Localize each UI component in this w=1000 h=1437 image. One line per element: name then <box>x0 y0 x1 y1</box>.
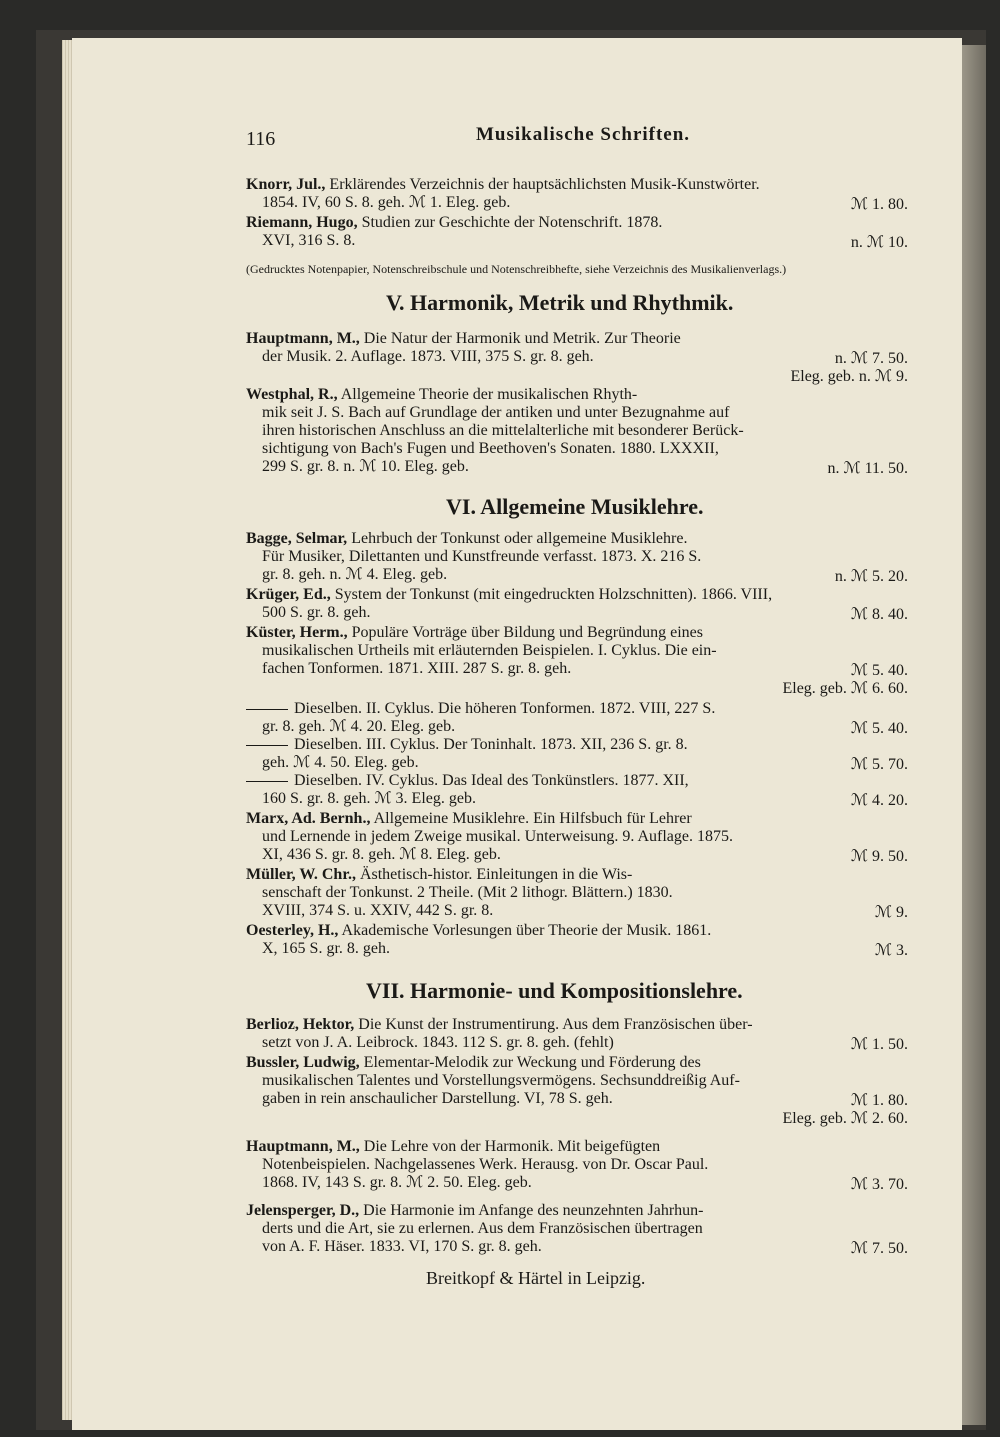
text-line <box>262 1174 532 1192</box>
entry-text: Die Natur der Harmonik und Metrik. Zur Theorie <box>359 330 681 347</box>
entry-text: musikalischen Talentes und Vorstellungsvermögens. Sechsunddreißig Auf- <box>262 1072 740 1089</box>
text-line <box>262 1238 542 1256</box>
text-line <box>246 260 786 278</box>
text-line <box>262 1090 613 1108</box>
text-line <box>246 700 715 718</box>
entry-text: gaben in rein anschaulicher Darstellung. VI, 78 S. geh. <box>262 1090 613 1107</box>
entry-price: ℳ 5. 40. <box>850 720 908 737</box>
text-line <box>246 386 637 404</box>
entry-price: ℳ 1. 50. <box>850 1036 908 1053</box>
entry-price: ℳ 4. 20. <box>850 792 908 809</box>
entry-text: senschaft der Tonkunst. 2 Theile. (Mit 2 lithogr. Blättern.) 1830. <box>262 884 673 901</box>
entry-price: ℳ 3. 70. <box>850 1176 908 1193</box>
text-line <box>246 866 632 884</box>
page-edges <box>62 40 72 1420</box>
entry-text: 299 S. gr. 8. n. ℳ 10. Eleg. geb. <box>262 458 469 475</box>
section-heading: V. Harmonik, Metrik und Rhythmik. <box>386 290 734 315</box>
entry-text: ihren historischen Anschluss an die mittelalterliche mit besonderer Berück- <box>262 422 744 439</box>
text-line <box>262 232 355 250</box>
text-line <box>262 828 733 846</box>
text-line <box>246 330 681 348</box>
text-line <box>262 604 370 622</box>
text-line <box>246 1054 701 1072</box>
entry-text: der Musik. 2. Auflage. 1873. VIII, 375 S. gr. 8. geh. <box>262 348 594 365</box>
entry-text: Lehrbuch der Tonkunst oder allgemeine Musiklehre. <box>347 530 688 547</box>
ditto-dash <box>246 709 288 710</box>
entry-price: Eleg. geb. ℳ 2. 60. <box>782 1110 908 1127</box>
page-number: 116 <box>246 128 276 150</box>
entry-price: ℳ 5. 70. <box>850 756 908 773</box>
entry-author: Hauptmann, M., <box>246 1138 360 1155</box>
text-line <box>262 754 419 772</box>
entry-text: 500 S. gr. 8. geh. <box>262 604 371 621</box>
text-line <box>262 194 510 212</box>
text-line <box>246 1016 753 1034</box>
text-line <box>262 902 493 920</box>
entry-text: X, 165 S. gr. 8. geh. <box>262 940 390 957</box>
entry-price: ℳ 3. <box>874 942 908 959</box>
section-heading: VI. Allgemeine Musiklehre. <box>446 494 704 519</box>
entry-text: Akademische Vorlesungen über Theorie der Musik. 1861. <box>338 922 712 939</box>
entry-author: Jelensperger, D., <box>246 1202 360 1219</box>
entry-text: Ästhetisch-histor. Einleitungen in die Wis- <box>355 866 633 883</box>
text-line <box>246 530 687 548</box>
text-line <box>246 1138 660 1156</box>
entry-author: Oesterley, H., <box>246 922 339 939</box>
entry-price: ℳ 7. 50. <box>850 1240 908 1257</box>
text-line <box>262 1072 740 1090</box>
text-line <box>262 1034 614 1052</box>
text-line <box>262 846 501 864</box>
entry-price: ℳ 9. 50. <box>850 848 908 865</box>
entry-text: Dieselben. II. Cyklus. Die höheren Tonformen. 1872. VIII, 227 S. <box>294 700 716 717</box>
text-line <box>262 440 719 458</box>
entry-price: n. ℳ 11. 50. <box>827 460 908 477</box>
entry-text: musikalischen Urtheils mit erläuternden Beispielen. I. Cyklus. Die ein- <box>262 642 717 659</box>
running-head: Musikalische Schriften. <box>476 124 691 145</box>
entry-text: Für Musiker, Dilettanten und Kunstfreunde verfasst. 1873. X. 216 S. <box>262 548 702 565</box>
entry-price: n. ℳ 5. 20. <box>834 568 908 585</box>
entry-text: und Lernende in jedem Zweige musikal. Unterweisung. 9. Auflage. 1875. <box>262 828 733 845</box>
text-line <box>246 176 760 194</box>
book-page <box>72 38 962 1430</box>
ditto-dash <box>246 745 288 746</box>
entry-text: XVI, 316 S. 8. <box>262 232 356 249</box>
entry-text: mik seit J. S. Bach auf Grundlage der antiken und unter Bezugnahme auf <box>262 404 730 421</box>
text-line <box>246 810 692 828</box>
entry-price: ℳ 9. <box>874 904 908 921</box>
entry-text: sichtigung von Bach's Fugen und Beethoven's Sonaten. 1880. LXXXII, <box>262 440 719 457</box>
text-line <box>262 422 744 440</box>
entry-author: Bussler, Ludwig, <box>246 1054 360 1071</box>
text-line <box>262 940 390 958</box>
entry-price: Eleg. geb. ℳ 6. 60. <box>782 680 908 697</box>
entry-price: Eleg. geb. n. ℳ 9. <box>790 368 908 385</box>
text-line <box>262 660 571 678</box>
entry-text: Die Kunst der Instrumentirung. Aus dem Französischen über- <box>354 1016 753 1033</box>
entry-text: gr. 8. geh. ℳ 4. 20. Eleg. geb. <box>262 718 456 735</box>
entry-price: ℳ 8. 40. <box>850 606 908 623</box>
text-line <box>262 566 447 584</box>
entry-text: Die Harmonie im Anfange des neunzehnten Jahrhun- <box>359 1202 704 1219</box>
text-line <box>262 884 673 902</box>
text-line <box>262 458 469 476</box>
text-line <box>262 1156 708 1174</box>
entry-price: n. ℳ 7. 50. <box>834 350 908 367</box>
entry-author: Westphal, R., <box>246 386 338 403</box>
entry-text: Dieselben. III. Cyklus. Der Toninhalt. 1873. XII, 236 S. gr. 8. <box>294 736 688 753</box>
entry-text: XI, 436 S. gr. 8. geh. ℳ 8. Eleg. geb. <box>262 846 501 863</box>
entry-price: ℳ 1. 80. <box>850 196 908 213</box>
text-line <box>262 1220 703 1238</box>
entry-text: Notenbeispielen. Nachgelassenes Werk. Herausg. von Dr. Oscar Paul. <box>262 1156 709 1173</box>
entry-text: setzt von J. A. Leibrock. 1843. 112 S. gr. 8. geh. (fehlt) <box>262 1034 614 1051</box>
entry-text: Populäre Vorträge über Bildung und Begründung eines <box>347 624 703 641</box>
entry-author: Hauptmann, M., <box>246 330 360 347</box>
entry-author: Krüger, Ed., <box>246 586 331 603</box>
text-line <box>262 348 594 366</box>
entry-text: Erklärendes Verzeichnis der hauptsächlichsten Musik-Kunstwörter. <box>325 176 760 193</box>
text-line <box>246 922 711 940</box>
entry-price: ℳ 1. 80. <box>850 1092 908 1109</box>
publisher-footer: Breitkopf & Härtel in Leipzig. <box>426 1268 646 1288</box>
entry-text: (Gedrucktes Notenpapier, Notenschreibschule und Notenschreibhefte, siehe Verzeichnis des Musikalienverlags.) <box>246 262 787 276</box>
entry-text: von A. F. Häser. 1833. VI, 170 S. gr. 8. geh. <box>262 1238 542 1255</box>
entry-author: Marx, Ad. Bernh., <box>246 810 371 827</box>
entry-price: n. ℳ 10. <box>850 234 908 251</box>
entry-text: geh. ℳ 4. 50. Eleg. geb. <box>262 754 419 771</box>
text-line <box>246 214 662 232</box>
entry-text: Allgemeine Musiklehre. Ein Hilfsbuch für Lehrer <box>370 810 692 827</box>
entry-text: System der Tonkunst (mit eingedruckten Holzschnitten). 1866. VIII, <box>330 586 773 603</box>
text-line <box>262 790 476 808</box>
text-line <box>262 718 455 736</box>
entry-text: Elementar-Melodik zur Weckung und Förderung des <box>359 1054 701 1071</box>
entry-author: Berlioz, Hektor, <box>246 1016 355 1033</box>
entry-author: Knorr, Jul., <box>246 176 326 193</box>
entry-text: Dieselben. IV. Cyklus. Das Ideal des Tonkünstlers. 1877. XII, <box>294 772 689 789</box>
text-line <box>246 586 772 604</box>
entry-text: Allgemeine Theorie der musikalischen Rhyth- <box>337 386 638 403</box>
text-line <box>262 642 717 660</box>
entry-text: fachen Tonformen. 1871. XIII. 287 S. gr. 8. geh. <box>262 660 572 677</box>
book-cover-edge <box>962 45 986 1425</box>
entry-text: Die Lehre von der Harmonik. Mit beigefügten <box>359 1138 661 1155</box>
entry-author: Bagge, Selmar, <box>246 530 348 547</box>
entry-price: ℳ 5. 40. <box>850 662 908 679</box>
text-line <box>246 1202 704 1220</box>
text-line <box>262 404 729 422</box>
text-line <box>246 772 689 790</box>
entry-text: 1868. IV, 143 S. gr. 8. ℳ 2. 50. Eleg. geb. <box>262 1174 532 1191</box>
entry-text: 1854. IV, 60 S. 8. geh. ℳ 1. Eleg. geb. <box>262 194 511 211</box>
text-line <box>262 548 701 566</box>
entry-author: Riemann, Hugo, <box>246 214 358 231</box>
entry-text: 160 S. gr. 8. geh. ℳ 3. Eleg. geb. <box>262 790 476 807</box>
text-line <box>246 624 703 642</box>
text-line <box>246 736 688 754</box>
entry-author: Küster, Herm., <box>246 624 348 641</box>
entry-text: gr. 8. geh. n. ℳ 4. Eleg. geb. <box>262 566 448 583</box>
ditto-dash <box>246 781 288 782</box>
entry-text: derts und die Art, sie zu erlernen. Aus dem Französischen übertragen <box>262 1220 703 1237</box>
entry-text: Studien zur Geschichte der Notenschrift. 1878. <box>357 214 663 231</box>
section-heading: VII. Harmonie- und Kompositionslehre. <box>366 978 743 1003</box>
entry-text: XVIII, 374 S. u. XXIV, 442 S. gr. 8. <box>262 902 494 919</box>
entry-author: Müller, W. Chr., <box>246 866 356 883</box>
